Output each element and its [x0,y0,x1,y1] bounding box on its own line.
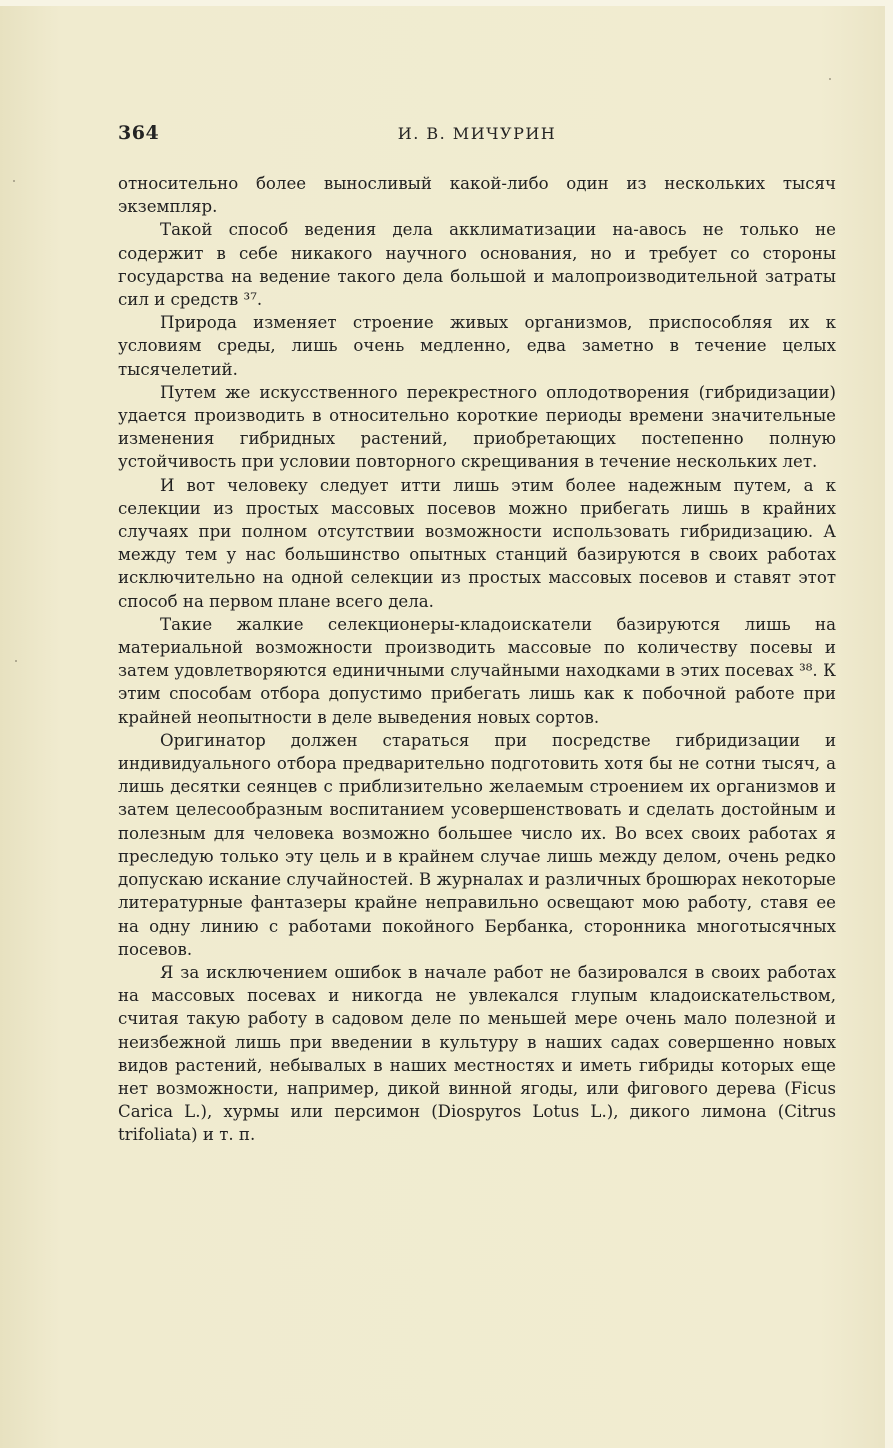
paragraph-1: относительно более выносливый какой-либо один из нескольких тысяч экземпляр. [118,174,836,217]
paragraph-3: Природа изменяет строение живых организмов, приспособляя их к условиям среды, лишь очень медленно, едва заметно в течение целых тысячелетий. [118,313,836,379]
paragraph-6: Такие жалкие селекционеры-кладоискатели базируются лишь на материальной возможности производить массовые по количеству посевы и затем удовлетворяются единичными случайными находками в этих посевах ³⁸. К этим способам отбора допустимо прибегать лишь как к побочной работе при крайней неопытности в деле выведения новых сортов. [118,614,836,727]
page-header [118,122,836,152]
paragraph-4: Путем же искусственного перекрестного оплодотворения (гибридизации) удается производить в относительно короткие периоды времени значительные изменения гибридных растений, приобретающих постепенно полную устойчивость при условии повторного скрещивания в течение нескольких лет. [118,382,836,472]
page-top-edge [0,0,893,6]
paragraph-5: И вот человеку следует итти лишь этим более надежным путем, а к селекции из простых массовых посевов можно прибегать лишь в крайних случаях при полном отсутствии возможности использовать гибридизацию. А между тем у нас большинство опытных станций базируются в своих работах исключительно на одной селекции из простых массовых посевов и ставят этот способ на первом плане всего дела. [118,475,836,611]
page-right-edge [885,0,893,1448]
paper-speck [829,78,831,80]
paragraph-8: Я за исключением ошибок в начале работ не базировался в своих работах на массовых посевах и никогда не увлекался глупым кладоискательством, считая такую работу в садовом деле по меньшей мере очень мало полезной и неизбежной лишь при введении в культуру в наших садах совершенно новых видов растений, небывалых в наших местностях и иметь гибриды которых еще нет возможности, например, дикой винной ягоды, или фигового дерева (Ficus Carica L.), хурмы или персимон (Diospyros Lotus L.), дикого лимона (Citrus trifoliata) и т. п. [118,962,836,1145]
paper-speck [15,660,17,662]
body-text [118,172,836,1147]
paper-speck [13,180,15,182]
paragraph-2: Такой способ ведения дела акклиматизации на-авось не только не содержит в себе никакого научного основания, но и требует со стороны государства на ведение такого дела большой и малопроизводительной затраты сил и средств ³⁷. [118,220,836,310]
running-head: И. В. МИЧУРИН [397,124,557,143]
paragraph-7: Оригинатор должен стараться при посредстве гибридизации и индивидуального отбора предварительно подготовить хотя бы не сотни тысяч, а лишь десятки сеянцев с приблизительно желаемым строением их организмов и затем целесообразным воспитанием усовершенствовать и сделать достойным и полезным для человека возможно большее число их. Во всех своих работах я преследую только эту цель и в крайнем случае лишь между делом, очень редко допускаю искание случайностей. В журналах и различных брошюрах некоторые литературные фантазеры крайне неправильно освещают мою работу, ставя ее на одну линию с работами покойного Бербанка, сторонника многотысячных посевов. [118,730,836,959]
page-number: 364 [118,122,160,144]
